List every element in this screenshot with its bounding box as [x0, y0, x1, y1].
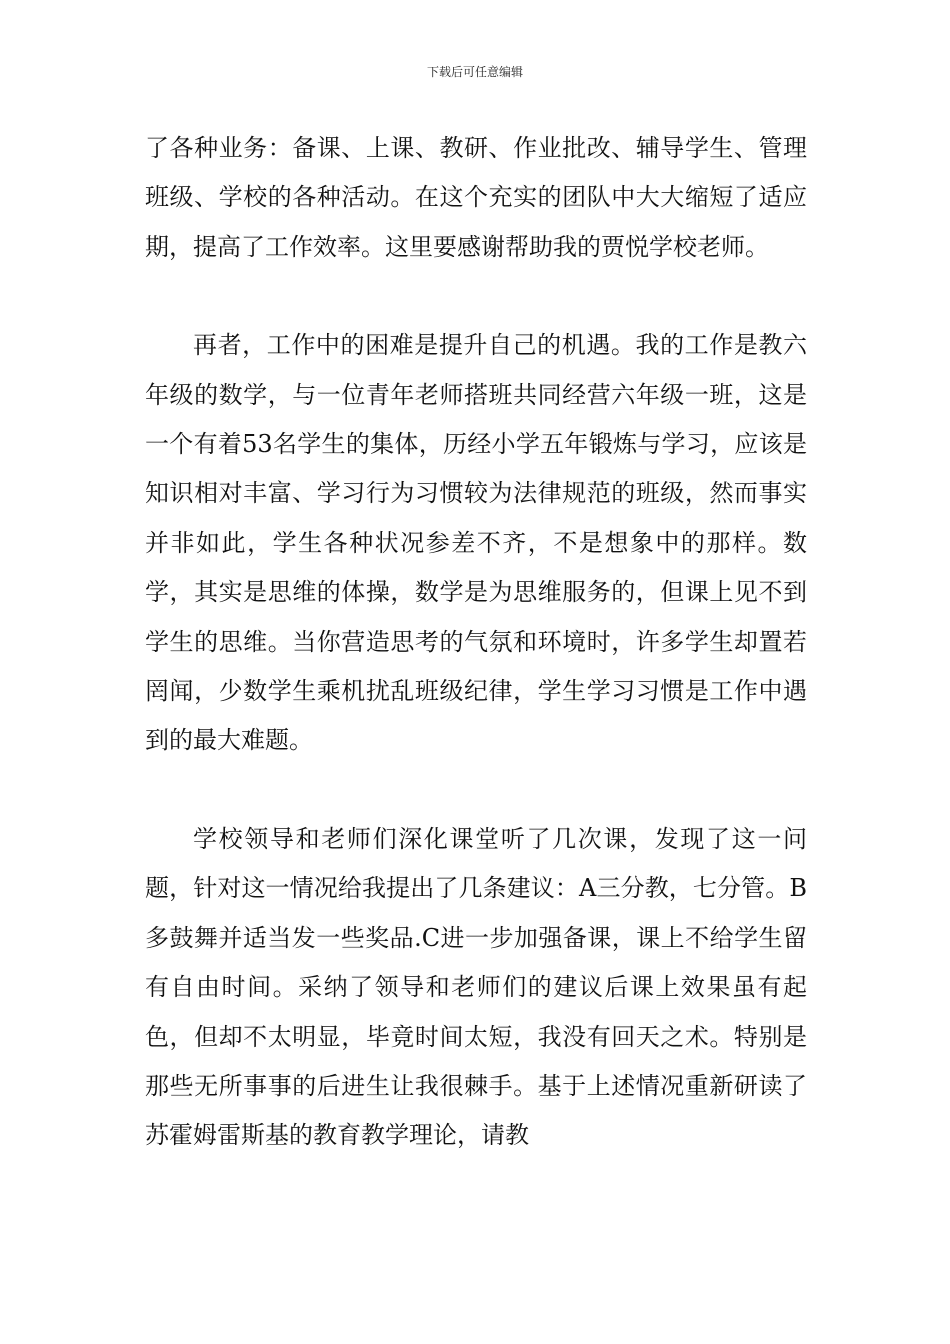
paragraph-difficulties: 再者，工作中的困难是提升自己的机遇。我的工作是教六年级的数学，与一位青年老师搭班共同经营六年级一班，这是一个有着53名学生的集体，历经小学五年锻炼与学习，应该是知识相对丰富、学习行为习惯较为法律规范的班级，然而事实并非如此，学生各种状况参差不齐，不是想象中的那样。数学，其实是思维的体操，数学是为思维服务的，但课上见不到学生的思维。当你营造思考的气氛和环境时，许多学生却置若罔闻，少数学生乘机扰乱班级纪律，学生学习习惯是工作中遇到的最大难题。: [145, 331, 807, 755]
paragraph-spacer: [145, 766, 807, 815]
page-header: 下载后可任意编辑: [426, 65, 523, 79]
document-body: [145, 124, 807, 1161]
paragraph-spacer: [145, 272, 807, 321]
paragraph-continued: 了各种业务：备课、上课、教研、作业批改、辅导学生、管理班级、学校的各种活动。在这个充实的团队中大大缩短了适应期，提高了工作效率。这里要感谢帮助我的贾悦学校老师。: [145, 134, 807, 261]
paragraph-suggestions: 学校领导和老师们深化课堂听了几次课，发现了这一问题，针对这一情况给我提出了几条建议：A三分教，七分管。B多鼓舞并适当发一些奖品.C进一步加强备课，课上不给学生留有自由时间。采纳了领导和老师们的建议后课上效果虽有起色，但却不太明显，毕竟时间太短，我没有回天之术。特别是那些无所事事的后进生让我很棘手。基于上述情况重新研读了苏霍姆雷斯基的教育教学理论，请教: [145, 824, 807, 1150]
